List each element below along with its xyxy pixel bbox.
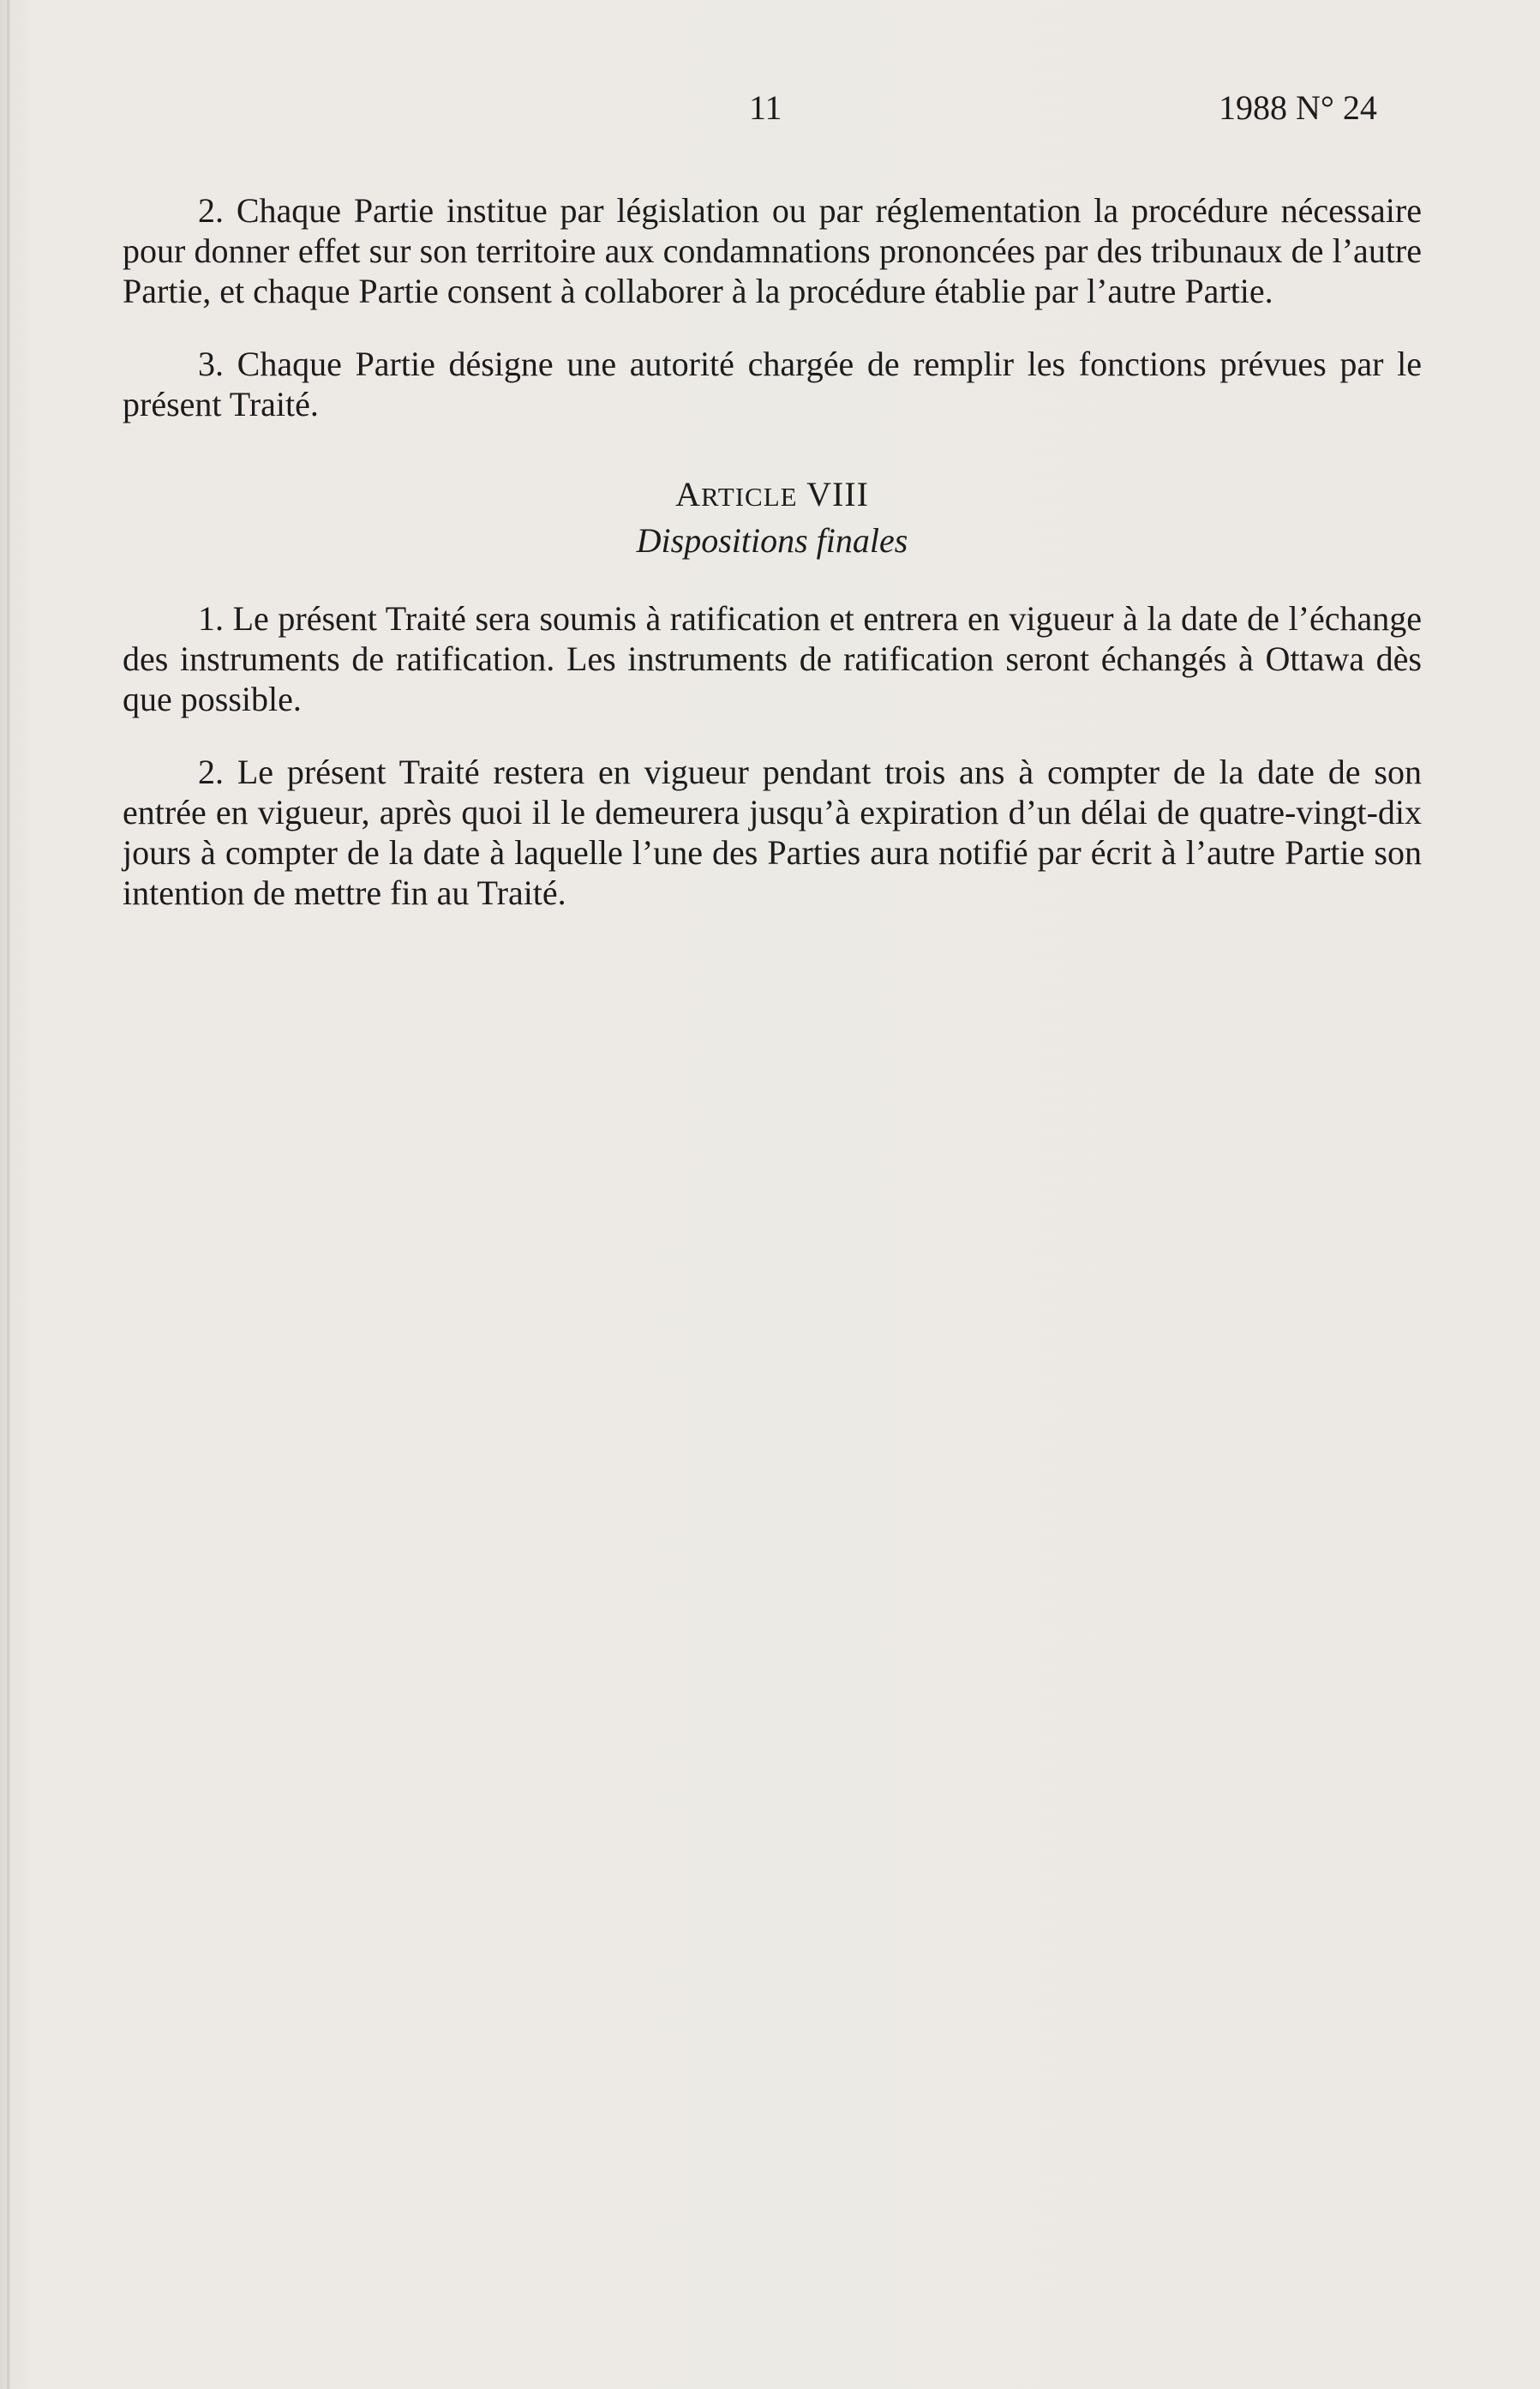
article-number: VIII <box>806 475 869 513</box>
article-heading-rest: RTICLE <box>700 482 798 512</box>
paragraph-3: 3. Chaque Partie désigne une autorité chargée de remplir les fonctions prévues par le présent Traité. <box>123 345 1422 423</box>
final-paragraph-1: 1. Le présent Traité sera soumis à ratification et entrera en vigueur à la date de l’échange des instruments de ratification. Les instruments de ratification seront échangés à Ottawa dès que possible. <box>123 599 1422 718</box>
paragraph-2: 2. Chaque Partie institue par législation ou par réglementation la procédure nécessaire pour donner effet sur son territoire aux condamnations prononcées par des tribunaux de l’autre Partie, et chaque Partie consent à collaborer à la procédure établie par l’autre Partie. <box>123 191 1422 310</box>
final-paragraph-2: 2. Le présent Traité restera en vigueur pendant trois ans à compter de la date de son entrée en vigueur, après quoi il le demeurera jusqu’à expiration d’un délai de quatre-vingt-dix jours à compter de la date à laquelle l’une des Parties aura notifié par écrit à l’autre Partie son intention de mettre fin au Traité. <box>123 753 1422 912</box>
article-heading-initial: A <box>675 475 701 513</box>
article-heading <box>123 474 1422 517</box>
page-header <box>0 87 1540 139</box>
page-number: 11 <box>749 88 782 127</box>
document-reference: 1988 N° 24 <box>1219 88 1377 127</box>
document-body <box>123 190 1422 945</box>
page-edge <box>7 0 9 2389</box>
article-subtitle: Dispositions finales <box>636 521 908 560</box>
